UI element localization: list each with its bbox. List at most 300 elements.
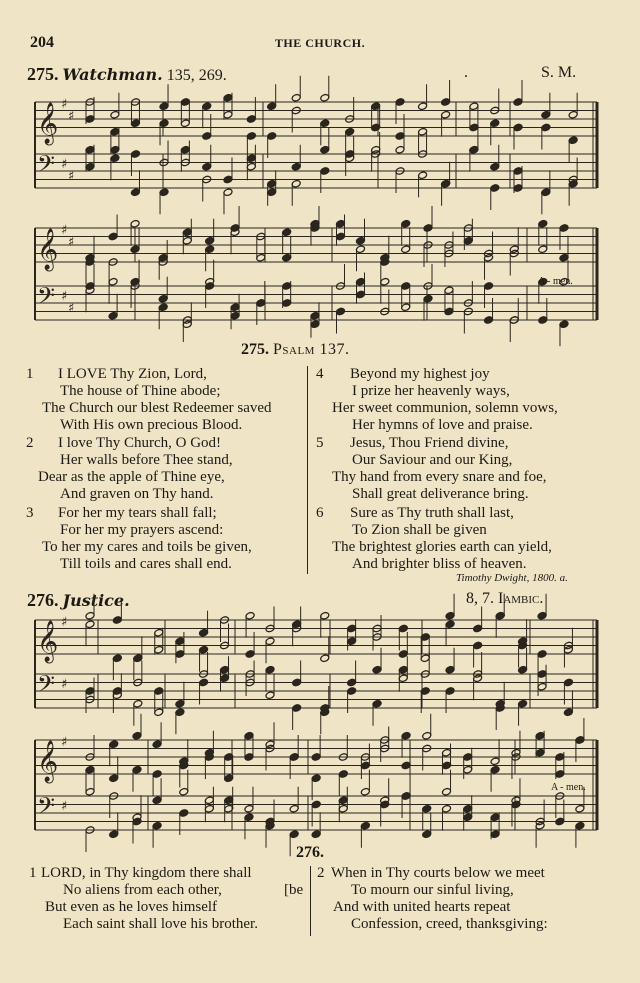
note-head bbox=[538, 245, 548, 254]
note-head bbox=[338, 770, 348, 779]
verse-line: The Church our blest Redeemer saved bbox=[42, 400, 272, 416]
note-head bbox=[311, 774, 321, 783]
note-head bbox=[541, 123, 551, 132]
note-head bbox=[401, 282, 411, 291]
verse-line: And graven on Thy hand. bbox=[60, 486, 214, 502]
note-head bbox=[336, 219, 346, 228]
note-head bbox=[360, 787, 370, 796]
tune2-meter-numbers: 8, 7. bbox=[466, 590, 494, 607]
note-head bbox=[110, 154, 120, 163]
note-head bbox=[575, 736, 585, 745]
note-head bbox=[422, 731, 432, 740]
note-head bbox=[372, 665, 382, 674]
running-title: THE CHURCH. bbox=[274, 36, 366, 50]
note-head bbox=[282, 228, 292, 237]
tune2-meter-type: Iambic. bbox=[498, 590, 544, 607]
note-head bbox=[244, 731, 254, 740]
verse-line: The brightest glories earth can yield, bbox=[332, 539, 552, 555]
note-head bbox=[256, 253, 266, 262]
note-head bbox=[463, 813, 473, 822]
verse-number: 4 bbox=[316, 366, 324, 382]
note-head bbox=[267, 179, 277, 188]
note-head bbox=[202, 132, 212, 141]
note-head bbox=[180, 98, 190, 107]
note-head bbox=[133, 699, 143, 708]
note-head bbox=[555, 817, 565, 826]
note-head bbox=[289, 830, 299, 839]
note-head bbox=[320, 145, 330, 154]
note-head bbox=[199, 645, 209, 654]
treble-clef-icon: 𝄞 bbox=[37, 621, 59, 662]
note-head bbox=[445, 665, 455, 674]
note-head bbox=[490, 162, 500, 171]
note-head bbox=[442, 748, 452, 757]
note-head bbox=[282, 253, 292, 262]
note-head bbox=[85, 620, 95, 629]
note-head bbox=[205, 245, 215, 254]
note-head bbox=[473, 641, 483, 650]
note-head bbox=[204, 796, 214, 805]
note-head bbox=[85, 765, 95, 774]
sharp-icon: ♯ bbox=[68, 235, 75, 250]
note-head bbox=[345, 127, 355, 136]
note-head bbox=[422, 830, 432, 839]
treble-clef-icon: 𝄞 bbox=[37, 741, 59, 782]
verse-5 bbox=[316, 435, 547, 503]
note-head bbox=[205, 236, 215, 245]
note-head bbox=[175, 699, 185, 708]
note-head bbox=[158, 294, 168, 303]
page-number: 204 bbox=[30, 34, 54, 51]
note-head bbox=[131, 188, 141, 197]
note-head bbox=[109, 830, 119, 839]
verse-line: When in Thy courts below we meet bbox=[331, 865, 545, 881]
note-head bbox=[175, 708, 185, 717]
note-head bbox=[224, 774, 234, 783]
note-head bbox=[152, 770, 162, 779]
note-head bbox=[418, 127, 428, 136]
music-system-4 bbox=[0, 728, 640, 842]
hymn1-author: Timothy Dwight, 1800. a. bbox=[456, 572, 568, 584]
note-head bbox=[463, 765, 473, 774]
tune1-name: Watchman. bbox=[62, 65, 163, 84]
note-head bbox=[320, 93, 330, 102]
note-head bbox=[395, 132, 405, 141]
note-head bbox=[85, 162, 95, 171]
note-head bbox=[380, 277, 390, 286]
note-head bbox=[220, 674, 230, 683]
note-head bbox=[85, 687, 95, 696]
note-head bbox=[159, 102, 169, 111]
note-head bbox=[246, 132, 256, 141]
sharp-icon: ♯ bbox=[61, 799, 68, 814]
verse-2 bbox=[317, 865, 548, 933]
note-head bbox=[110, 110, 120, 119]
note-head bbox=[112, 616, 122, 625]
tune1-dot: . bbox=[464, 64, 468, 81]
note-head bbox=[85, 145, 95, 154]
verse-number: 1 bbox=[29, 865, 37, 881]
tune1-refs: 135, 269. bbox=[166, 67, 227, 84]
verse-line: For her my prayers ascend: bbox=[60, 522, 224, 538]
note-head bbox=[202, 162, 212, 171]
sharp-icon: ♯ bbox=[61, 157, 68, 172]
music-system-3 bbox=[0, 610, 640, 722]
note-head bbox=[338, 796, 348, 805]
note-head bbox=[152, 740, 162, 749]
note-head bbox=[513, 123, 523, 132]
music-system-1 bbox=[0, 88, 640, 203]
sharp-icon: ♯ bbox=[68, 301, 75, 316]
note-head bbox=[220, 665, 230, 674]
note-head bbox=[159, 119, 169, 128]
note-head bbox=[130, 245, 140, 254]
tune2-number: 276. bbox=[27, 590, 59, 610]
note-head bbox=[418, 102, 428, 111]
verse-2 bbox=[26, 435, 233, 503]
bass-clef-icon: 𝄢 bbox=[37, 670, 56, 703]
note-head bbox=[442, 761, 452, 770]
note-head bbox=[109, 774, 119, 783]
note-head bbox=[395, 145, 405, 154]
note-head bbox=[110, 127, 120, 136]
tune2-title bbox=[27, 590, 130, 611]
verse-line: I prize her heavenly ways, bbox=[352, 383, 510, 399]
note-head bbox=[356, 236, 366, 245]
note-head bbox=[158, 303, 168, 312]
verse-line: But even as he loves himself bbox=[45, 899, 218, 915]
note-head bbox=[132, 765, 142, 774]
note-head bbox=[282, 282, 292, 291]
note-head bbox=[513, 98, 523, 107]
verse-line: Jesus, Thou Friend divine, bbox=[350, 435, 509, 451]
note-head bbox=[152, 821, 162, 830]
note-head bbox=[310, 320, 320, 329]
note-head bbox=[154, 708, 164, 717]
note-head bbox=[575, 821, 585, 830]
note-head bbox=[223, 110, 233, 119]
note-head bbox=[469, 102, 479, 111]
verse-line: And with united hearts repeat bbox=[333, 899, 511, 915]
note-head bbox=[112, 654, 122, 663]
note-head bbox=[130, 219, 140, 228]
bass-clef-icon: 𝄢 bbox=[37, 150, 56, 183]
note-head bbox=[490, 119, 500, 128]
verse-number: 5 bbox=[316, 435, 324, 451]
note-head bbox=[401, 219, 411, 228]
verse-number: 1 bbox=[26, 366, 34, 382]
note-head bbox=[372, 699, 382, 708]
note-head bbox=[463, 804, 473, 813]
note-head bbox=[154, 645, 164, 654]
note-head bbox=[246, 115, 256, 124]
note-head bbox=[398, 665, 408, 674]
hymn2-heading: 276. bbox=[296, 844, 324, 861]
note-head bbox=[401, 303, 411, 312]
note-head bbox=[490, 813, 500, 822]
note-head bbox=[230, 303, 240, 312]
note-head bbox=[444, 307, 454, 316]
note-head bbox=[445, 611, 455, 620]
note-head bbox=[535, 731, 545, 740]
note-head bbox=[371, 102, 381, 111]
note-head bbox=[445, 620, 455, 629]
note-head bbox=[537, 611, 547, 620]
note-head bbox=[463, 236, 473, 245]
bass-clef-icon: 𝄢 bbox=[37, 792, 56, 825]
note-head bbox=[108, 277, 118, 286]
note-head bbox=[291, 93, 301, 102]
note-head bbox=[347, 637, 357, 646]
note-head bbox=[199, 678, 209, 687]
note-head bbox=[559, 253, 569, 262]
note-head bbox=[563, 678, 573, 687]
note-head bbox=[484, 316, 494, 325]
note-head bbox=[356, 245, 366, 254]
note-head bbox=[490, 830, 500, 839]
note-head bbox=[246, 154, 256, 163]
verse-6 bbox=[316, 505, 552, 573]
note-head bbox=[291, 162, 301, 171]
note-head bbox=[320, 611, 330, 620]
verse-3 bbox=[26, 505, 252, 573]
note-head bbox=[541, 110, 551, 119]
note-head bbox=[537, 670, 547, 679]
note-head bbox=[568, 110, 578, 119]
note-head bbox=[152, 796, 162, 805]
note-head bbox=[175, 650, 185, 659]
note-head bbox=[180, 145, 190, 154]
note-head bbox=[484, 282, 494, 291]
verse-number: 6 bbox=[316, 505, 324, 521]
note-head bbox=[423, 294, 433, 303]
note-head bbox=[347, 687, 357, 696]
verse-line: I love Thy Church, O God! bbox=[58, 435, 222, 451]
note-head bbox=[223, 175, 233, 184]
sharp-icon: ♯ bbox=[68, 109, 75, 124]
note-head bbox=[265, 691, 275, 700]
verse-line: Till toils and cares shall end. bbox=[60, 556, 232, 572]
hymn1-heading bbox=[241, 341, 349, 359]
note-head bbox=[398, 624, 408, 633]
verse-4 bbox=[316, 366, 558, 434]
note-head bbox=[292, 678, 302, 687]
note-head bbox=[245, 611, 255, 620]
column-divider-1 bbox=[307, 366, 308, 574]
verse-number: 2 bbox=[317, 865, 325, 881]
note-head bbox=[256, 299, 266, 308]
note-head bbox=[199, 628, 209, 637]
note-head bbox=[535, 748, 545, 757]
note-head bbox=[182, 228, 192, 237]
note-head bbox=[420, 654, 430, 663]
note-head bbox=[310, 311, 320, 320]
note-head bbox=[398, 674, 408, 683]
treble-clef-icon: 𝄞 bbox=[37, 229, 59, 270]
note-head bbox=[395, 98, 405, 107]
music-system-2 bbox=[0, 212, 640, 334]
note-head bbox=[292, 704, 302, 713]
note-head bbox=[320, 654, 330, 663]
note-head bbox=[555, 770, 565, 779]
note-head bbox=[490, 765, 500, 774]
note-head bbox=[110, 145, 120, 154]
note-head bbox=[282, 299, 292, 308]
verse-line: The house of Thine abode; bbox=[60, 383, 221, 399]
note-head bbox=[360, 821, 370, 830]
hymn1-heading-number: 275. bbox=[241, 341, 269, 358]
note-head bbox=[131, 150, 141, 159]
note-head bbox=[537, 650, 547, 659]
verse-number: 3 bbox=[26, 505, 34, 521]
sharp-icon: ♯ bbox=[68, 169, 75, 184]
note-head bbox=[490, 757, 500, 766]
note-head bbox=[223, 188, 233, 197]
note-head bbox=[442, 787, 452, 796]
note-head bbox=[311, 753, 321, 762]
verse-line: To mourn our sinful living, bbox=[351, 882, 514, 898]
note-head bbox=[265, 637, 275, 646]
note-head bbox=[85, 611, 95, 620]
note-head bbox=[85, 115, 95, 124]
note-head bbox=[422, 804, 432, 813]
verse-line: For her my tears shall fall; bbox=[58, 505, 217, 521]
note-head bbox=[563, 708, 573, 717]
note-head bbox=[495, 611, 505, 620]
verse-overflow: [be bbox=[284, 882, 304, 898]
note-head bbox=[154, 687, 164, 696]
note-head bbox=[541, 188, 551, 197]
note-head bbox=[442, 804, 452, 813]
note-head bbox=[401, 731, 411, 740]
note-head bbox=[356, 290, 366, 299]
note-head bbox=[320, 167, 330, 176]
verse-number: 2 bbox=[26, 435, 34, 451]
tune1-amen: A - men. bbox=[538, 276, 573, 287]
note-head bbox=[356, 277, 366, 286]
note-head bbox=[289, 804, 299, 813]
verse-line: Confession, creed, thanksgiving: bbox=[351, 916, 548, 932]
tune1-meter: S. M. bbox=[541, 64, 577, 81]
note-head bbox=[537, 682, 547, 691]
note-head bbox=[204, 804, 214, 813]
note-head bbox=[444, 286, 454, 295]
note-head bbox=[230, 311, 240, 320]
note-head bbox=[347, 678, 357, 687]
note-head bbox=[360, 761, 370, 770]
note-head bbox=[371, 123, 381, 132]
note-head bbox=[159, 188, 169, 197]
note-head bbox=[179, 787, 189, 796]
verse-line: Her walls before Thee stand, bbox=[60, 452, 233, 468]
verse-line: Each saint shall love his brother. bbox=[63, 916, 258, 932]
note-head bbox=[513, 184, 523, 193]
verse-line: Shall great deliverance bring. bbox=[352, 486, 529, 502]
verse-line: Thy hand from every snare and foe, bbox=[332, 469, 547, 485]
verse-line: No aliens from each other, bbox=[63, 882, 222, 898]
note-head bbox=[518, 665, 528, 674]
note-head bbox=[244, 813, 254, 822]
note-head bbox=[267, 102, 277, 111]
note-head bbox=[244, 804, 254, 813]
note-head bbox=[338, 804, 348, 813]
column-divider-2 bbox=[310, 866, 311, 936]
sharp-icon: ♯ bbox=[61, 223, 68, 238]
note-head bbox=[131, 119, 141, 128]
note-head bbox=[441, 110, 451, 119]
sharp-icon: ♯ bbox=[61, 97, 68, 112]
note-head bbox=[555, 753, 565, 762]
note-head bbox=[311, 800, 321, 809]
tune1-number: 275. bbox=[27, 64, 59, 84]
note-head bbox=[398, 650, 408, 659]
verse-line: And brighter bliss of heaven. bbox=[352, 556, 527, 572]
bass-clef-icon: 𝄢 bbox=[37, 282, 56, 315]
note-head bbox=[109, 740, 119, 749]
sharp-icon: ♯ bbox=[61, 735, 68, 750]
note-head bbox=[179, 809, 189, 818]
treble-clef-icon: 𝄞 bbox=[37, 103, 59, 144]
note-head bbox=[473, 624, 483, 633]
note-head bbox=[154, 628, 164, 637]
note-head bbox=[265, 665, 275, 674]
note-head bbox=[463, 753, 473, 762]
tune2-amen: A - men. bbox=[551, 782, 586, 793]
verse-line: To Zion shall be given bbox=[352, 522, 487, 538]
note-head bbox=[336, 307, 346, 316]
note-head bbox=[418, 171, 428, 180]
note-head bbox=[175, 637, 185, 646]
hymn1-heading-text: Psalm 137. bbox=[273, 341, 350, 358]
note-head bbox=[490, 184, 500, 193]
note-head bbox=[291, 179, 301, 188]
note-head bbox=[445, 687, 455, 696]
verse-line: I LOVE Thy Zion, Lord, bbox=[58, 366, 207, 382]
sharp-icon: ♯ bbox=[61, 677, 68, 692]
note-head bbox=[320, 119, 330, 128]
note-head bbox=[469, 123, 479, 132]
verse-1 bbox=[26, 366, 272, 434]
note-head bbox=[180, 119, 190, 128]
note-head bbox=[244, 753, 254, 762]
note-head bbox=[513, 167, 523, 176]
note-head bbox=[108, 311, 118, 320]
note-head bbox=[401, 245, 411, 254]
verse-line: Sure as Thy truth shall last, bbox=[350, 505, 514, 521]
note-head bbox=[538, 316, 548, 325]
note-head bbox=[575, 804, 585, 813]
verse-line: Her hymns of love and praise. bbox=[352, 417, 533, 433]
note-head bbox=[182, 236, 192, 245]
note-head bbox=[133, 654, 143, 663]
note-head bbox=[347, 624, 357, 633]
verse-line: With His own precious Blood. bbox=[60, 417, 243, 433]
note-head bbox=[132, 731, 142, 740]
note-head bbox=[245, 650, 255, 659]
tune1-title bbox=[27, 64, 227, 85]
tune2-name: Justice. bbox=[62, 591, 130, 610]
note-head bbox=[108, 232, 118, 241]
note-head bbox=[267, 132, 277, 141]
note-head bbox=[336, 232, 346, 241]
note-head bbox=[568, 136, 578, 145]
verse-line: Her sweet communion, solemn vows, bbox=[332, 400, 558, 416]
verse-line: To her my cares and toils be given, bbox=[42, 539, 252, 555]
note-head bbox=[85, 787, 95, 796]
note-head bbox=[441, 98, 451, 107]
verse-line: Dear as the apple of Thine eye, bbox=[38, 469, 225, 485]
note-head bbox=[267, 188, 277, 197]
